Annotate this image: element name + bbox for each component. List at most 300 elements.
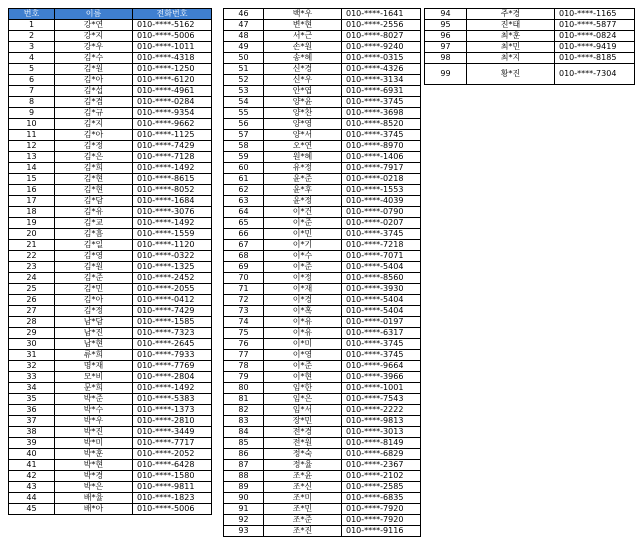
table-row — [224, 152, 421, 163]
row-phone: 010-****-9813 — [342, 416, 421, 427]
table-row — [9, 251, 212, 262]
table-row — [224, 229, 421, 240]
row-phone: 010-****-1001 — [342, 383, 421, 394]
table-row — [9, 75, 212, 86]
row-phone: 010-****-6835 — [342, 493, 421, 504]
row-number: 92 — [224, 515, 264, 526]
row-phone: 010-****-7543 — [342, 394, 421, 405]
table-row — [9, 108, 212, 119]
row-phone: 010-****-1492 — [133, 383, 212, 394]
table-row — [9, 394, 212, 405]
row-number: 36 — [9, 405, 55, 416]
table-row — [224, 383, 421, 394]
table-row — [9, 295, 212, 306]
table-row — [224, 251, 421, 262]
row-name: 윤*준 — [264, 174, 342, 185]
row-name: 박*미 — [55, 438, 133, 449]
row-phone: 010-****-1559 — [133, 229, 212, 240]
table-row — [224, 119, 421, 130]
row-number: 52 — [224, 75, 264, 86]
row-number: 99 — [425, 64, 467, 85]
row-number: 25 — [9, 284, 55, 295]
table-row — [224, 262, 421, 273]
header-name: 이름 — [55, 9, 133, 20]
row-number: 8 — [9, 97, 55, 108]
row-number: 3 — [9, 42, 55, 53]
row-name: 박*경 — [55, 471, 133, 482]
row-phone: 010-****-7071 — [342, 251, 421, 262]
row-name: 이*미 — [264, 339, 342, 350]
row-phone: 010-****-7920 — [342, 515, 421, 526]
row-number: 38 — [9, 427, 55, 438]
table-row — [9, 438, 212, 449]
table-row — [224, 416, 421, 427]
row-phone: 010-****-9240 — [342, 42, 421, 53]
row-number: 4 — [9, 53, 55, 64]
table-row — [224, 515, 421, 526]
table-row — [224, 64, 421, 75]
row-name: 변*현 — [264, 20, 342, 31]
table-row — [224, 130, 421, 141]
row-phone: 010-****-7917 — [342, 163, 421, 174]
row-phone: 010-****-1120 — [133, 240, 212, 251]
table-row — [9, 152, 212, 163]
row-phone: 010-****-0412 — [133, 295, 212, 306]
row-phone: 010-****-5006 — [133, 31, 212, 42]
row-phone: 010-****-1165 — [555, 9, 635, 20]
table-row — [9, 361, 212, 372]
row-phone: 010-****-3013 — [342, 427, 421, 438]
row-number: 81 — [224, 394, 264, 405]
table-row — [224, 163, 421, 174]
row-number: 37 — [9, 416, 55, 427]
row-number: 77 — [224, 350, 264, 361]
row-number: 9 — [9, 108, 55, 119]
row-name: 박*진 — [55, 427, 133, 438]
table-row — [224, 207, 421, 218]
row-phone: 010-****-9116 — [342, 526, 421, 537]
table-row — [224, 9, 421, 20]
table-row — [9, 449, 212, 460]
row-phone: 010-****-1325 — [133, 262, 212, 273]
row-number: 78 — [224, 361, 264, 372]
row-name: 이*건 — [264, 207, 342, 218]
row-number: 33 — [9, 372, 55, 383]
table-row — [224, 240, 421, 251]
row-phone: 010-****-3745 — [342, 350, 421, 361]
row-number: 59 — [224, 152, 264, 163]
row-phone: 010-****-8027 — [342, 31, 421, 42]
row-name: 조*민 — [264, 504, 342, 515]
row-number: 71 — [224, 284, 264, 295]
row-phone: 010-****-9811 — [133, 482, 212, 493]
row-phone: 010-****-0322 — [133, 251, 212, 262]
table-row — [9, 207, 212, 218]
row-number: 41 — [9, 460, 55, 471]
row-name: 조*진 — [264, 526, 342, 537]
row-number: 65 — [224, 218, 264, 229]
table-row — [224, 86, 421, 97]
row-name: 김*영 — [55, 251, 133, 262]
row-name: 김*원 — [55, 64, 133, 75]
row-phone: 010-****-1492 — [133, 163, 212, 174]
table-row — [9, 482, 212, 493]
table-row — [9, 350, 212, 361]
row-name: 김*준 — [55, 273, 133, 284]
row-name: 김*은 — [55, 152, 133, 163]
row-name: 남*담 — [55, 317, 133, 328]
row-name: 양*영 — [264, 119, 342, 130]
table-row — [9, 262, 212, 273]
row-number: 79 — [224, 372, 264, 383]
row-phone: 010-****-3745 — [342, 97, 421, 108]
table-row — [224, 427, 421, 438]
row-phone: 010-****-3698 — [342, 108, 421, 119]
row-phone: 010-****-1492 — [133, 218, 212, 229]
table-row — [224, 97, 421, 108]
row-number: 47 — [224, 20, 264, 31]
row-number: 29 — [9, 328, 55, 339]
row-name: 손*원 — [264, 42, 342, 53]
row-name: 박*수 — [55, 405, 133, 416]
row-phone: 010-****-1011 — [133, 42, 212, 53]
table-row — [224, 361, 421, 372]
row-phone: 010-****-5383 — [133, 394, 212, 405]
row-name: 황*진 — [467, 64, 555, 85]
header-phone: 전화번호 — [133, 9, 212, 20]
row-name: 최*민 — [467, 42, 555, 53]
row-number: 69 — [224, 262, 264, 273]
row-phone: 010-****-1580 — [133, 471, 212, 482]
row-name: 윤*정 — [264, 196, 342, 207]
row-name: 이*준 — [264, 262, 342, 273]
table-row — [425, 53, 635, 64]
row-name: 오*연 — [264, 141, 342, 152]
table-row — [224, 372, 421, 383]
row-number: 75 — [224, 328, 264, 339]
table-row — [425, 20, 635, 31]
row-name: 박*현 — [55, 460, 133, 471]
table-row — [224, 295, 421, 306]
row-name: 주*경 — [467, 9, 555, 20]
row-phone: 010-****-1553 — [342, 185, 421, 196]
row-number: 54 — [224, 97, 264, 108]
row-phone: 010-****-7429 — [133, 306, 212, 317]
table-row — [9, 86, 212, 97]
table-row — [224, 504, 421, 515]
row-name: 김*현 — [55, 185, 133, 196]
row-number: 26 — [9, 295, 55, 306]
row-number: 6 — [9, 75, 55, 86]
row-number: 22 — [9, 251, 55, 262]
row-phone: 010-****-2222 — [342, 405, 421, 416]
table-row — [9, 218, 212, 229]
row-phone: 010-****-8520 — [342, 119, 421, 130]
table-row — [9, 427, 212, 438]
row-name: 정*숙 — [264, 449, 342, 460]
row-number: 82 — [224, 405, 264, 416]
row-name: 김*민 — [55, 284, 133, 295]
row-name: 최*지 — [467, 53, 555, 64]
row-number: 72 — [224, 295, 264, 306]
row-phone: 010-****-7933 — [133, 350, 212, 361]
row-phone: 010-****-3076 — [133, 207, 212, 218]
row-phone: 010-****-5404 — [342, 295, 421, 306]
row-phone: 010-****-2645 — [133, 339, 212, 350]
row-name: 조*준 — [264, 515, 342, 526]
row-phone: 010-****-1250 — [133, 64, 212, 75]
row-name: 진*태 — [467, 20, 555, 31]
row-phone: 010-****-3745 — [342, 229, 421, 240]
row-number: 18 — [9, 207, 55, 218]
row-name: 이*수 — [264, 251, 342, 262]
table-row — [224, 460, 421, 471]
contact-table-1 — [8, 8, 212, 515]
row-name: 남*현 — [55, 339, 133, 350]
row-name: 임*서 — [264, 405, 342, 416]
row-phone: 010-****-2585 — [342, 482, 421, 493]
table-row — [224, 405, 421, 416]
table-row — [9, 53, 212, 64]
row-number: 64 — [224, 207, 264, 218]
row-name: 원*혜 — [264, 152, 342, 163]
row-number: 24 — [9, 273, 55, 284]
row-name: 전*원 — [264, 438, 342, 449]
row-phone: 010-****-0315 — [342, 53, 421, 64]
row-number: 96 — [425, 31, 467, 42]
row-number: 12 — [9, 141, 55, 152]
table-row — [224, 328, 421, 339]
row-name: 신*경 — [264, 64, 342, 75]
row-phone: 010-****-5006 — [133, 504, 212, 515]
row-name: 남*진 — [55, 328, 133, 339]
table-row — [9, 339, 212, 350]
row-phone: 010-****-9662 — [133, 119, 212, 130]
row-number: 94 — [425, 9, 467, 20]
table-row — [224, 284, 421, 295]
row-phone: 010-****-3930 — [342, 284, 421, 295]
row-phone: 010-****-0284 — [133, 97, 212, 108]
table-row — [9, 196, 212, 207]
row-phone: 010-****-2452 — [133, 273, 212, 284]
row-number: 86 — [224, 449, 264, 460]
row-number: 60 — [224, 163, 264, 174]
row-number: 56 — [224, 119, 264, 130]
row-name: 조*미 — [264, 493, 342, 504]
row-number: 76 — [224, 339, 264, 350]
row-name: 김*규 — [55, 108, 133, 119]
row-name: 박*훈 — [55, 449, 133, 460]
row-number: 27 — [9, 306, 55, 317]
table-row — [224, 75, 421, 86]
row-number: 11 — [9, 130, 55, 141]
row-phone: 010-****-7717 — [133, 438, 212, 449]
table-row — [425, 42, 635, 53]
row-name: 명*재 — [55, 361, 133, 372]
table-row — [224, 174, 421, 185]
row-phone: 010-****-6120 — [133, 75, 212, 86]
row-phone: 010-****-0207 — [342, 218, 421, 229]
table-row — [224, 449, 421, 460]
row-name: 이*재 — [264, 284, 342, 295]
table-row — [9, 119, 212, 130]
table-row — [224, 482, 421, 493]
row-phone: 010-****-6829 — [342, 449, 421, 460]
row-name: 이*준 — [264, 218, 342, 229]
row-name: 전*경 — [264, 427, 342, 438]
row-name: 이*유 — [264, 317, 342, 328]
row-phone: 010-****-0197 — [342, 317, 421, 328]
row-phone: 010-****-5404 — [342, 262, 421, 273]
row-name: 김*아 — [55, 295, 133, 306]
row-number: 34 — [9, 383, 55, 394]
row-number: 19 — [9, 218, 55, 229]
row-name: 윤*후 — [264, 185, 342, 196]
table-row — [9, 372, 212, 383]
table-row — [9, 240, 212, 251]
table-row — [224, 141, 421, 152]
row-name: 김*흠 — [55, 229, 133, 240]
row-name: 박*우 — [55, 416, 133, 427]
row-name: 이*혹 — [264, 306, 342, 317]
row-number: 7 — [9, 86, 55, 97]
row-name: 이*민 — [264, 229, 342, 240]
row-phone: 010-****-1125 — [133, 130, 212, 141]
row-phone: 010-****-8615 — [133, 174, 212, 185]
table-row — [9, 471, 212, 482]
row-name: 조*윤 — [264, 471, 342, 482]
row-name: 김*지 — [55, 119, 133, 130]
row-name: 김*교 — [55, 218, 133, 229]
table-row — [9, 460, 212, 471]
row-phone: 010-****-8052 — [133, 185, 212, 196]
row-phone: 010-****-1823 — [133, 493, 212, 504]
row-number: 31 — [9, 350, 55, 361]
row-phone: 010-****-0824 — [555, 31, 635, 42]
row-phone: 010-****-4961 — [133, 86, 212, 97]
row-name: 김*일 — [55, 240, 133, 251]
row-phone: 010-****-8185 — [555, 53, 635, 64]
row-number: 13 — [9, 152, 55, 163]
row-name: 이*유 — [264, 328, 342, 339]
row-name: 신*우 — [264, 75, 342, 86]
row-name: 김*아 — [55, 130, 133, 141]
row-number: 35 — [9, 394, 55, 405]
row-number: 89 — [224, 482, 264, 493]
row-name: 이*영 — [264, 350, 342, 361]
table-row — [224, 317, 421, 328]
row-phone: 010-****-0218 — [342, 174, 421, 185]
table-header-row — [9, 9, 212, 20]
table-row — [224, 493, 421, 504]
row-phone: 010-****-5162 — [133, 20, 212, 31]
table-row — [9, 416, 212, 427]
row-name: 김*현 — [55, 174, 133, 185]
row-number: 21 — [9, 240, 55, 251]
row-phone: 010-****-7218 — [342, 240, 421, 251]
row-number: 84 — [224, 427, 264, 438]
row-number: 1 — [9, 20, 55, 31]
row-phone: 010-****-4039 — [342, 196, 421, 207]
row-name: 김*정 — [55, 141, 133, 152]
table-row — [9, 493, 212, 504]
row-name: 송*혜 — [264, 53, 342, 64]
row-number: 16 — [9, 185, 55, 196]
contact-table-3 — [424, 8, 635, 85]
table-row — [9, 273, 212, 284]
row-name: 류*희 — [55, 350, 133, 361]
row-number: 88 — [224, 471, 264, 482]
row-phone: 010-****-4318 — [133, 53, 212, 64]
row-phone: 010-****-1684 — [133, 196, 212, 207]
table-row — [224, 394, 421, 405]
table-row — [9, 97, 212, 108]
table-row — [425, 9, 635, 20]
row-number: 90 — [224, 493, 264, 504]
row-phone: 010-****-5404 — [342, 306, 421, 317]
row-name: 조*신 — [264, 482, 342, 493]
row-name: 김*아 — [55, 75, 133, 86]
row-name: 이*현 — [264, 372, 342, 383]
row-phone: 010-****-7769 — [133, 361, 212, 372]
row-number: 2 — [9, 31, 55, 42]
row-name: 모*비 — [55, 372, 133, 383]
row-phone: 010-****-7323 — [133, 328, 212, 339]
table-row — [224, 218, 421, 229]
row-number: 28 — [9, 317, 55, 328]
row-name: 김*섭 — [55, 86, 133, 97]
row-number: 62 — [224, 185, 264, 196]
row-number: 57 — [224, 130, 264, 141]
row-number: 5 — [9, 64, 55, 75]
table-row — [425, 64, 635, 85]
row-number: 73 — [224, 306, 264, 317]
row-number: 70 — [224, 273, 264, 284]
row-name: 유*정 — [264, 163, 342, 174]
row-phone: 010-****-7128 — [133, 152, 212, 163]
row-number: 98 — [425, 53, 467, 64]
row-name: 백*우 — [264, 9, 342, 20]
row-name: 임*한 — [264, 383, 342, 394]
table-row — [9, 229, 212, 240]
table-row — [9, 130, 212, 141]
row-phone: 010-****-8149 — [342, 438, 421, 449]
row-number: 45 — [9, 504, 55, 515]
row-number: 68 — [224, 251, 264, 262]
table-row — [224, 471, 421, 482]
table-row — [9, 185, 212, 196]
row-number: 49 — [224, 42, 264, 53]
row-phone: 010-****-6428 — [133, 460, 212, 471]
row-name: 정*율 — [264, 460, 342, 471]
row-phone: 010-****-8560 — [342, 273, 421, 284]
row-phone: 010-****-7920 — [342, 504, 421, 515]
table-row — [9, 383, 212, 394]
row-number: 30 — [9, 339, 55, 350]
row-phone: 010-****-4326 — [342, 64, 421, 75]
row-phone: 010-****-8970 — [342, 141, 421, 152]
row-name: 이*기 — [264, 240, 342, 251]
row-number: 74 — [224, 317, 264, 328]
row-phone: 010-****-6931 — [342, 86, 421, 97]
table-row — [224, 306, 421, 317]
row-name: 김*정 — [55, 306, 133, 317]
row-number: 32 — [9, 361, 55, 372]
row-number: 95 — [425, 20, 467, 31]
table-row — [224, 42, 421, 53]
row-phone: 010-****-2804 — [133, 372, 212, 383]
row-phone: 010-****-5877 — [555, 20, 635, 31]
